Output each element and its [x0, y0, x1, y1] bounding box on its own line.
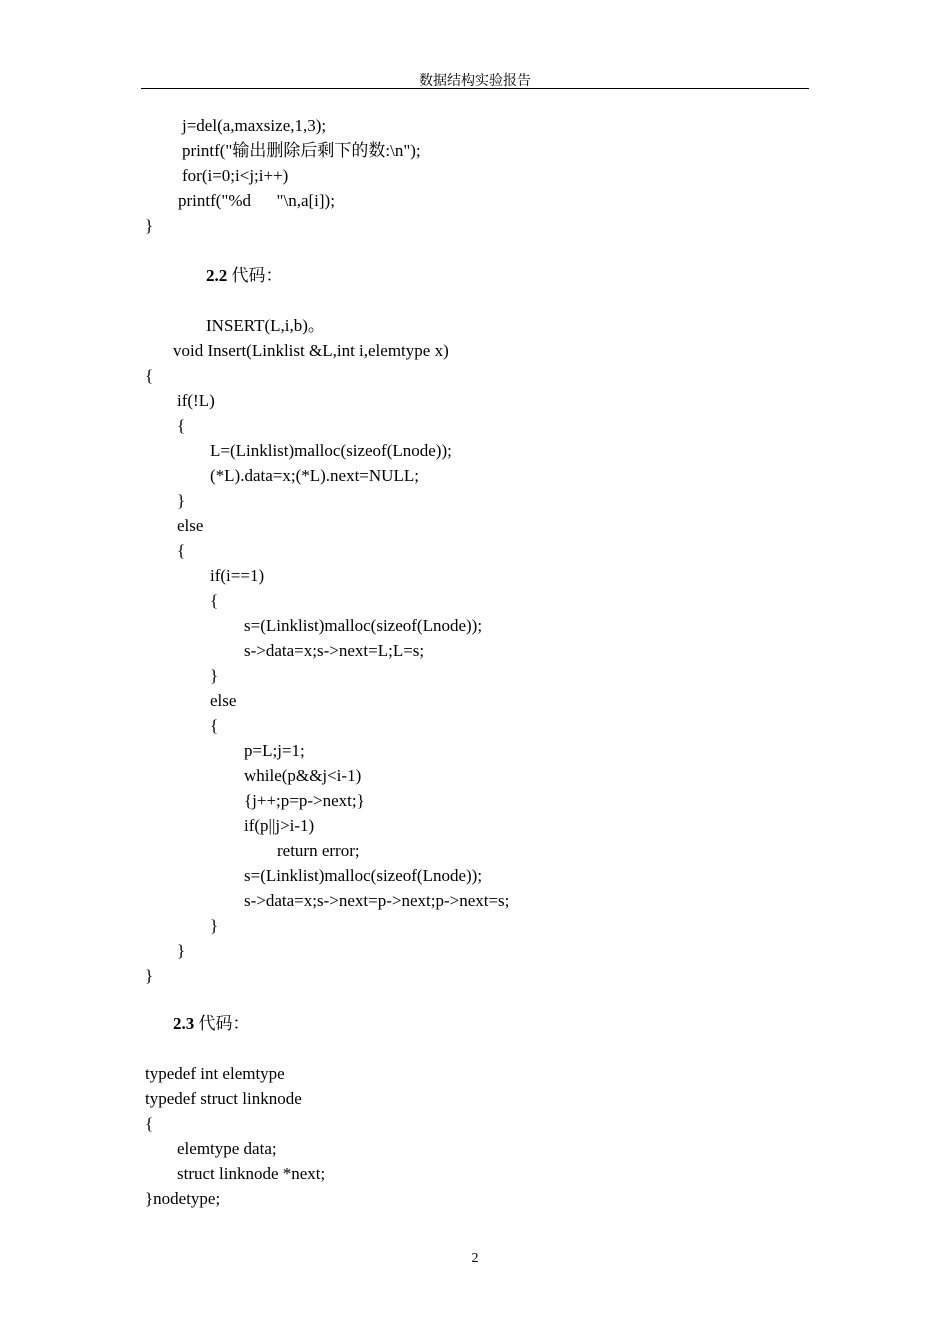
code-line: { — [145, 1114, 154, 1133]
code-line: L=(Linklist)malloc(sizeof(Lnode)); — [210, 441, 452, 460]
code-line: { — [177, 541, 186, 560]
code-line: struct linknode *next; — [177, 1164, 326, 1183]
code-line: while(p&&j<i-1) — [244, 766, 362, 785]
section-number: 2.3 — [173, 1014, 195, 1033]
section-title: 代码： — [198, 1014, 250, 1033]
code-line: if(!L) — [177, 391, 215, 410]
code-line: { — [145, 366, 154, 385]
code-line: s=(Linklist)malloc(sizeof(Lnode)); — [244, 866, 483, 885]
code-line: void Insert(Linklist &L,int i,elemtype x) — [173, 341, 449, 360]
code-line: j=del(a,maxsize,1,3); — [182, 116, 327, 135]
header-title: 数据结构实验报告 — [419, 74, 531, 89]
section-number: 2.2 — [206, 266, 228, 285]
code-line: else — [210, 691, 237, 710]
code-line: }nodetype; — [145, 1189, 221, 1208]
code-line: p=L;j=1; — [244, 741, 305, 760]
code-line: (*L).data=x;(*L).next=NULL; — [210, 466, 419, 485]
section-heading-2-2 — [206, 266, 283, 286]
code-line: } — [145, 966, 154, 985]
code-line: } — [177, 941, 186, 960]
section-heading-2-3 — [173, 1014, 250, 1034]
code-line: printf("输出删除后剩下的数:\n"); — [182, 141, 421, 160]
code-line: typedef int elemtype — [145, 1064, 285, 1083]
page-number: 2 — [471, 1251, 479, 1266]
code-line: INSERT(L,i,b)。 — [206, 316, 325, 335]
code-line: printf("%d "\n,a[i]); — [178, 191, 335, 210]
code-line: { — [210, 591, 219, 610]
header-rule — [141, 88, 809, 89]
code-line: s->data=x;s->next=p->next;p->next=s; — [244, 891, 510, 910]
code-line: } — [177, 491, 186, 510]
code-line: if(p||j>i-1) — [244, 816, 315, 835]
code-line: s=(Linklist)malloc(sizeof(Lnode)); — [244, 616, 483, 635]
code-line: elemtype data; — [177, 1139, 277, 1158]
code-line: s->data=x;s->next=L;L=s; — [244, 641, 425, 660]
code-line: for(i=0;i<j;i++) — [182, 166, 289, 185]
code-line: { — [177, 416, 186, 435]
code-line: if(i==1) — [210, 566, 265, 585]
code-line: return error; — [277, 841, 360, 860]
code-line: } — [210, 666, 219, 685]
code-line: { — [210, 716, 219, 735]
code-line: else — [177, 516, 204, 535]
code-line: {j++;p=p->next;} — [244, 791, 365, 810]
code-line: typedef struct linknode — [145, 1089, 302, 1108]
code-line: } — [210, 916, 219, 935]
section-title: 代码： — [231, 266, 283, 285]
code-line: } — [145, 216, 154, 235]
